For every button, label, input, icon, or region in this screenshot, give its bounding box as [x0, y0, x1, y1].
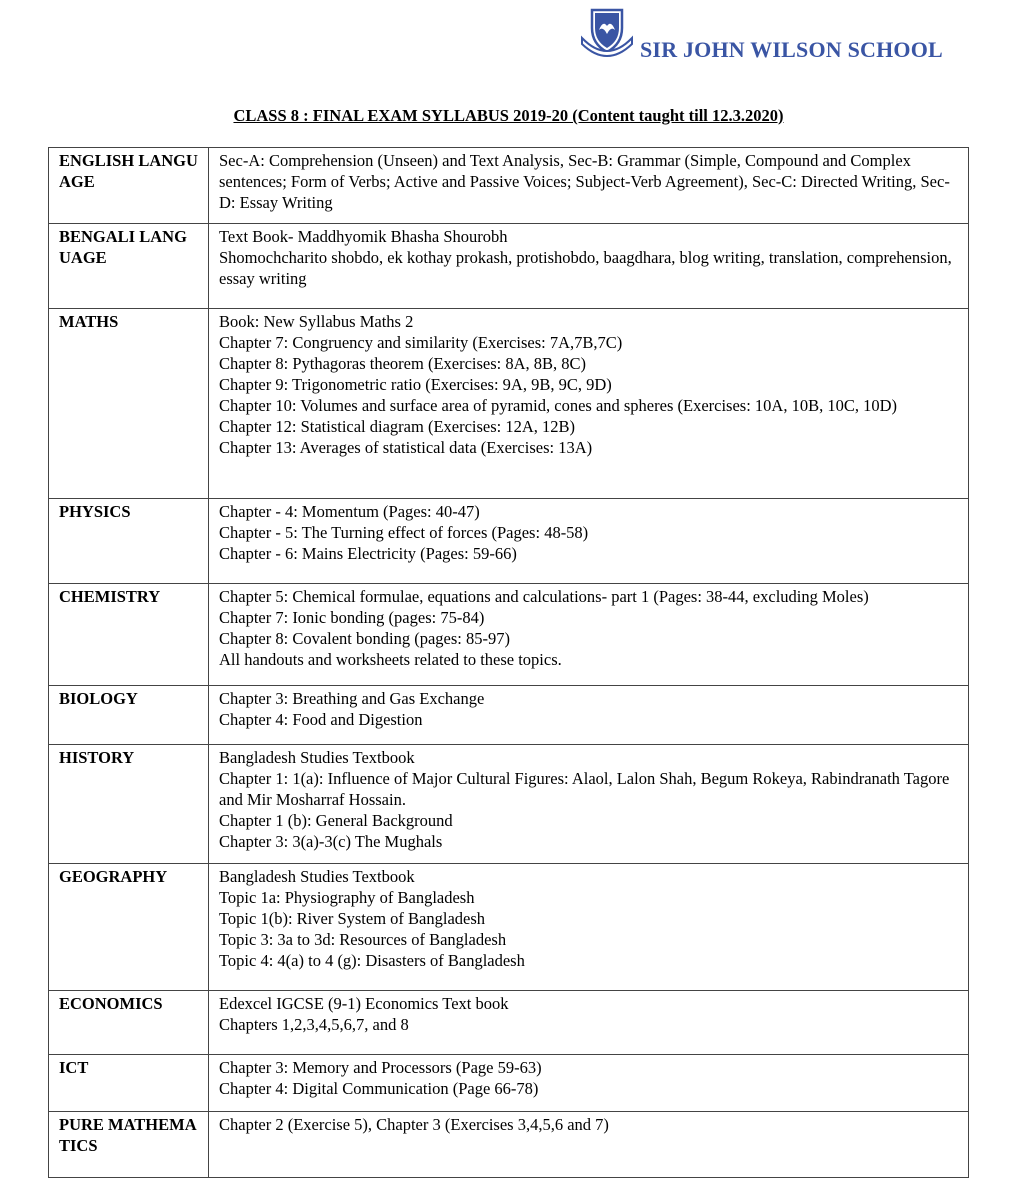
table-row	[49, 1055, 969, 1112]
content-line: Chapter 5: Chemical formulae, equations and calculations- part 1 (Pages: 38-44, excluding Moles)	[219, 587, 869, 606]
table-row	[49, 148, 969, 224]
content-cell	[209, 991, 969, 1055]
table-row	[49, 745, 969, 864]
content-line: Chapter 8: Covalent bonding (pages: 85-97)	[219, 629, 510, 648]
subject-cell: MATHS	[49, 309, 209, 499]
content-cell	[209, 686, 969, 745]
content-line: All handouts and worksheets related to these topics.	[219, 650, 562, 669]
content-line: Chapter 3: 3(a)-3(c) The Mughals	[219, 832, 443, 851]
table-row	[49, 499, 969, 584]
content-line: Chapter 13: Averages of statistical data (Exercises: 13A)	[219, 438, 593, 457]
subject-cell: ECONOMICS	[49, 991, 209, 1055]
content-line: Chapter 4: Digital Communication (Page 66-78)	[219, 1079, 539, 1098]
content-cell	[209, 224, 969, 309]
content-line: Chapter 1: 1(a): Influence of Major Cultural Figures: Alaol, Lalon Shah, Begum Rokeya, Rabindranath Tagore and Mir Mosharraf Hossain.	[219, 769, 950, 809]
content-line: Chapter 1 (b): General Background	[219, 811, 453, 830]
content-line: Topic 4: 4(a) to 4 (g): Disasters of Bangladesh	[219, 951, 525, 970]
content-line: Book: New Syllabus Maths 2	[219, 312, 414, 331]
content-line: Chapter - 4: Momentum (Pages: 40-47)	[219, 502, 480, 521]
subject-cell: ICT	[49, 1055, 209, 1112]
content-cell	[209, 148, 969, 224]
content-cell	[209, 309, 969, 499]
content-cell	[209, 584, 969, 686]
content-cell	[209, 745, 969, 864]
subject-cell: CHEMISTRY	[49, 584, 209, 686]
content-line: Sec-A: Comprehension (Unseen) and Text Analysis, Sec-B: Grammar (Simple, Compound and Complex sentences; Form of Verbs; Active and Passive Voices; Subject-Verb Agreement), Sec-C: Directed Writing, Sec-D: Essay Writing	[219, 151, 950, 212]
content-line: Chapter 8: Pythagoras theorem (Exercises: 8A, 8B, 8C)	[219, 354, 587, 373]
content-line: Chapter - 6: Mains Electricity (Pages: 59-66)	[219, 544, 517, 563]
content-line: Chapter 10: Volumes and surface area of pyramid, cones and spheres (Exercises: 10A, 10B, 10C, 10D)	[219, 396, 898, 415]
content-line: Edexcel IGCSE (9-1) Economics Text book	[219, 994, 509, 1013]
table-row	[49, 584, 969, 686]
content-line: Chapter 7: Ionic bonding (pages: 75-84)	[219, 608, 485, 627]
content-line: Chapter 3: Breathing and Gas Exchange	[219, 689, 485, 708]
table-row	[49, 864, 969, 991]
content-line: Topic 1a: Physiography of Bangladesh	[219, 888, 475, 907]
content-cell	[209, 1112, 969, 1178]
content-line: Chapter 12: Statistical diagram (Exercises: 12A, 12B)	[219, 417, 576, 436]
table-row	[49, 991, 969, 1055]
page-title: CLASS 8 : FINAL EXAM SYLLABUS 2019-20 (Content taught till 12.3.2020)	[233, 106, 784, 125]
content-line: Topic 1(b): River System of Bangladesh	[219, 909, 486, 928]
school-crest-icon	[578, 4, 636, 62]
content-line: Text Book- Maddhyomik Bhasha Shourobh	[219, 227, 508, 246]
content-cell	[209, 864, 969, 991]
subject-cell: GEOGRAPHY	[49, 864, 209, 991]
content-line: Chapters 1,2,3,4,5,6,7, and 8	[219, 1015, 409, 1034]
subject-cell: BENGALI LANGUAGE	[49, 224, 209, 309]
content-line: Chapter 4: Food and Digestion	[219, 710, 423, 729]
syllabus-table	[48, 147, 969, 1178]
content-line: Chapter 3: Memory and Processors (Page 59-63)	[219, 1058, 542, 1077]
table-row	[49, 1112, 969, 1178]
subject-cell: BIOLOGY	[49, 686, 209, 745]
table-row	[49, 309, 969, 499]
subject-cell: PURE MATHEMATICS	[49, 1112, 209, 1178]
table-row	[49, 686, 969, 745]
school-name: SIR JOHN WILSON SCHOOL	[640, 37, 943, 62]
table-row	[49, 224, 969, 309]
content-cell	[209, 499, 969, 584]
subject-cell: HISTORY	[49, 745, 209, 864]
content-line: Topic 3: 3a to 3d: Resources of Bangladesh	[219, 930, 507, 949]
subject-cell: ENGLISH LANGUAGE	[49, 148, 209, 224]
content-line: Bangladesh Studies Textbook	[219, 748, 415, 767]
content-line: Chapter 7: Congruency and similarity (Exercises: 7A,7B,7C)	[219, 333, 623, 352]
content-cell	[209, 1055, 969, 1112]
content-line: Bangladesh Studies Textbook	[219, 867, 415, 886]
subject-cell: PHYSICS	[49, 499, 209, 584]
content-line: Shomochcharito shobdo, ek kothay prokash, protishobdo, baagdhara, blog writing, translation, comprehension, essay writing	[219, 248, 952, 288]
content-line: Chapter 9: Trigonometric ratio (Exercises: 9A, 9B, 9C, 9D)	[219, 375, 612, 394]
content-line: Chapter 2 (Exercise 5), Chapter 3 (Exercises 3,4,5,6 and 7)	[219, 1115, 609, 1134]
content-line: Chapter - 5: The Turning effect of forces (Pages: 48-58)	[219, 523, 589, 542]
